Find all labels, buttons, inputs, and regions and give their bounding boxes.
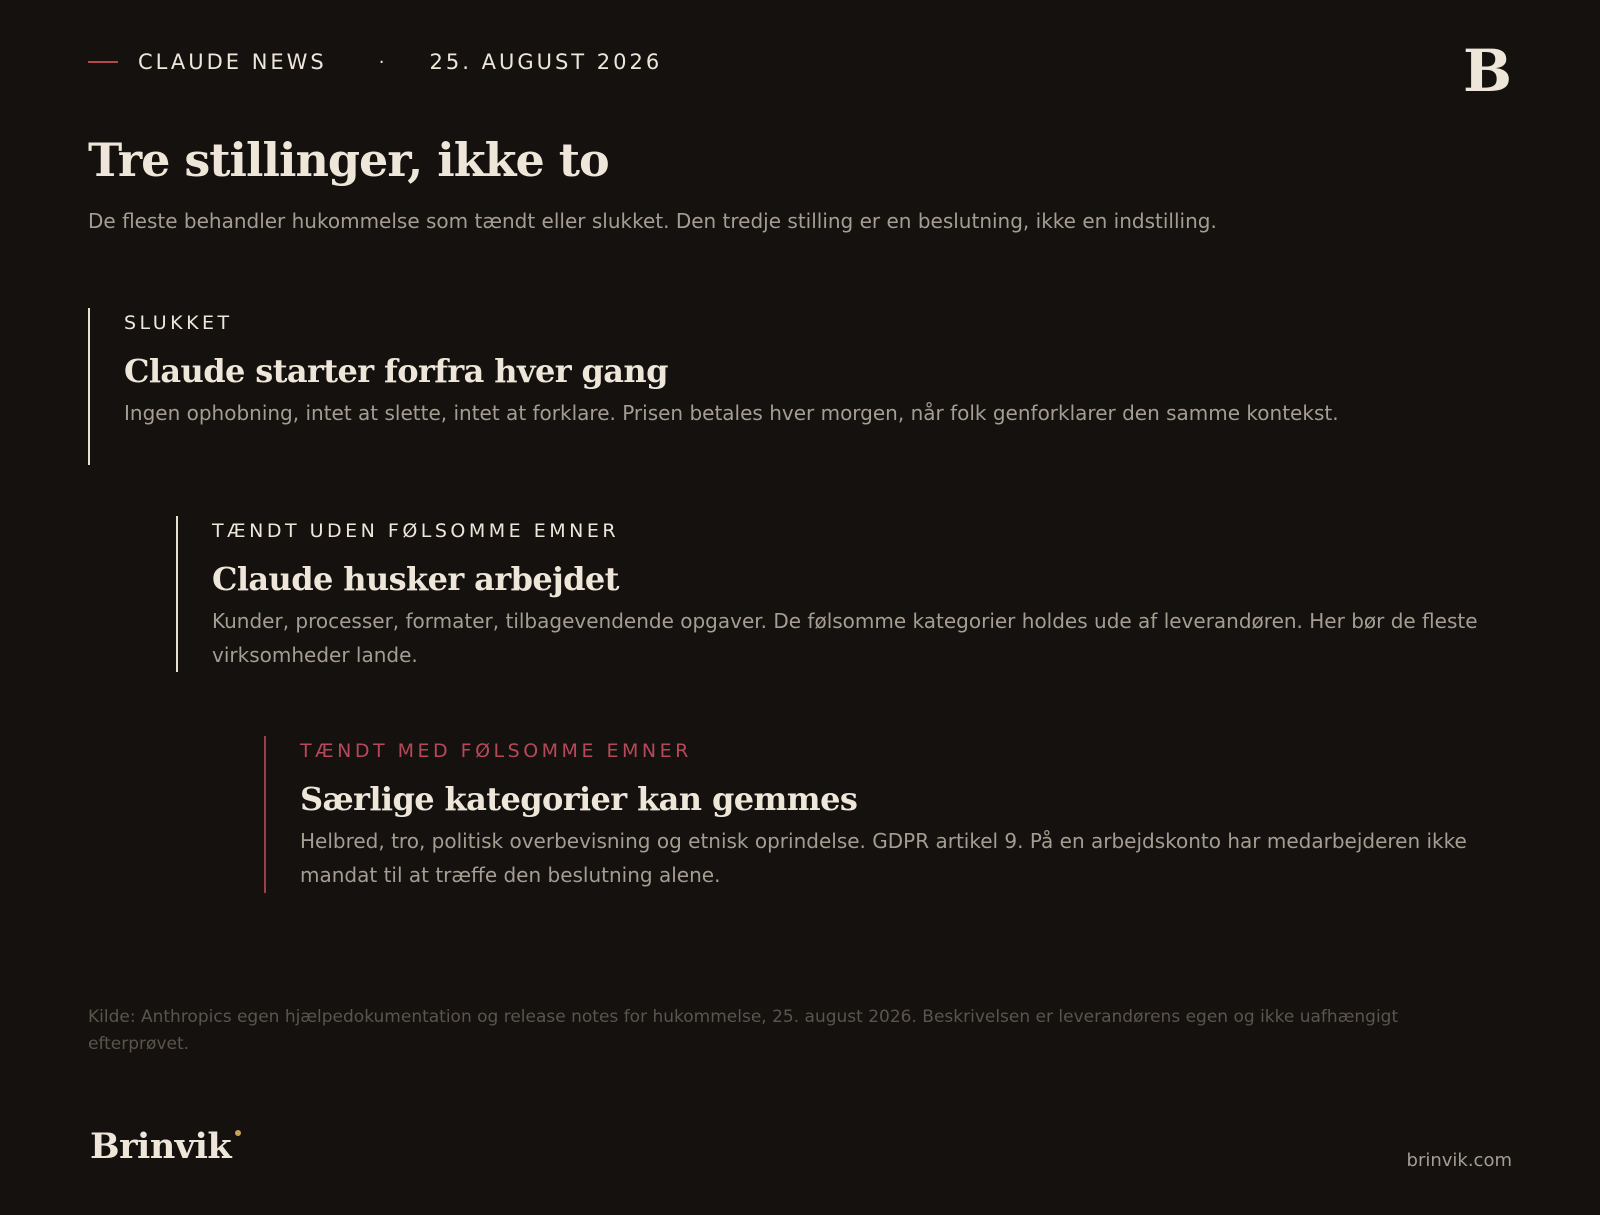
position-heading: Særlige kategorier kan gemmes xyxy=(300,780,858,818)
header xyxy=(88,37,1512,105)
page-subtitle: De fleste behandler hukommelse som tændt eller slukket. Den tredje stilling er en beslutning, ikke en indstilling. xyxy=(88,209,1217,233)
position-body: Helbred, tro, politisk overbevisning og etnisk oprindelse. GDPR artikel 9. På en arbejdskonto har medarbejderen ikke mandat til at træffe den beslutning alene. xyxy=(300,829,1467,887)
brand-logo-icon: B xyxy=(1462,37,1512,105)
date-label: 25. AUGUST 2026 xyxy=(429,50,663,74)
source-note: Kilde: Anthropics egen hjælpedokumentation og release notes for hukommelse, 25. august 2026. Beskrivelsen er leverandørens egen og ikke uafhængigt efterprøvet. xyxy=(88,1007,1399,1054)
position-body: Ingen ophobning, intet at slette, intet at forklare. Prisen betales hver morgen, når folk genforklarer den samme kontekst. xyxy=(124,401,1339,425)
position-body: Kunder, processer, formater, tilbagevendende opgaver. De følsomme kategorier holdes ude af leverandøren. Her bør de fleste virksomheder lande. xyxy=(212,609,1478,667)
accent-line xyxy=(88,61,118,63)
position-off xyxy=(88,308,1512,465)
section-label: CLAUDE NEWS xyxy=(138,50,327,74)
page-title: Tre stillinger, ikke to xyxy=(88,133,609,187)
position-label: TÆNDT MED FØLSOMME EMNER xyxy=(300,740,692,762)
separator-dot: · xyxy=(378,51,388,73)
position-rule xyxy=(88,308,90,465)
position-on-without-sensitive xyxy=(176,516,1512,672)
footer-url: brinvik.com xyxy=(1406,1150,1512,1171)
logo-dot-icon xyxy=(235,1130,241,1136)
position-on-with-sensitive xyxy=(264,736,1512,893)
position-rule xyxy=(264,736,266,893)
position-heading: Claude husker arbejdet xyxy=(212,560,619,598)
position-label: SLUKKET xyxy=(124,312,233,334)
position-heading: Claude starter forfra hver gang xyxy=(124,352,668,390)
header-kicker xyxy=(88,50,1512,74)
footer-logo-text: Brinvik xyxy=(90,1126,232,1167)
position-rule xyxy=(176,516,178,672)
position-label: TÆNDT UDEN FØLSOMME EMNER xyxy=(212,520,620,542)
footer-logo xyxy=(90,1126,241,1167)
